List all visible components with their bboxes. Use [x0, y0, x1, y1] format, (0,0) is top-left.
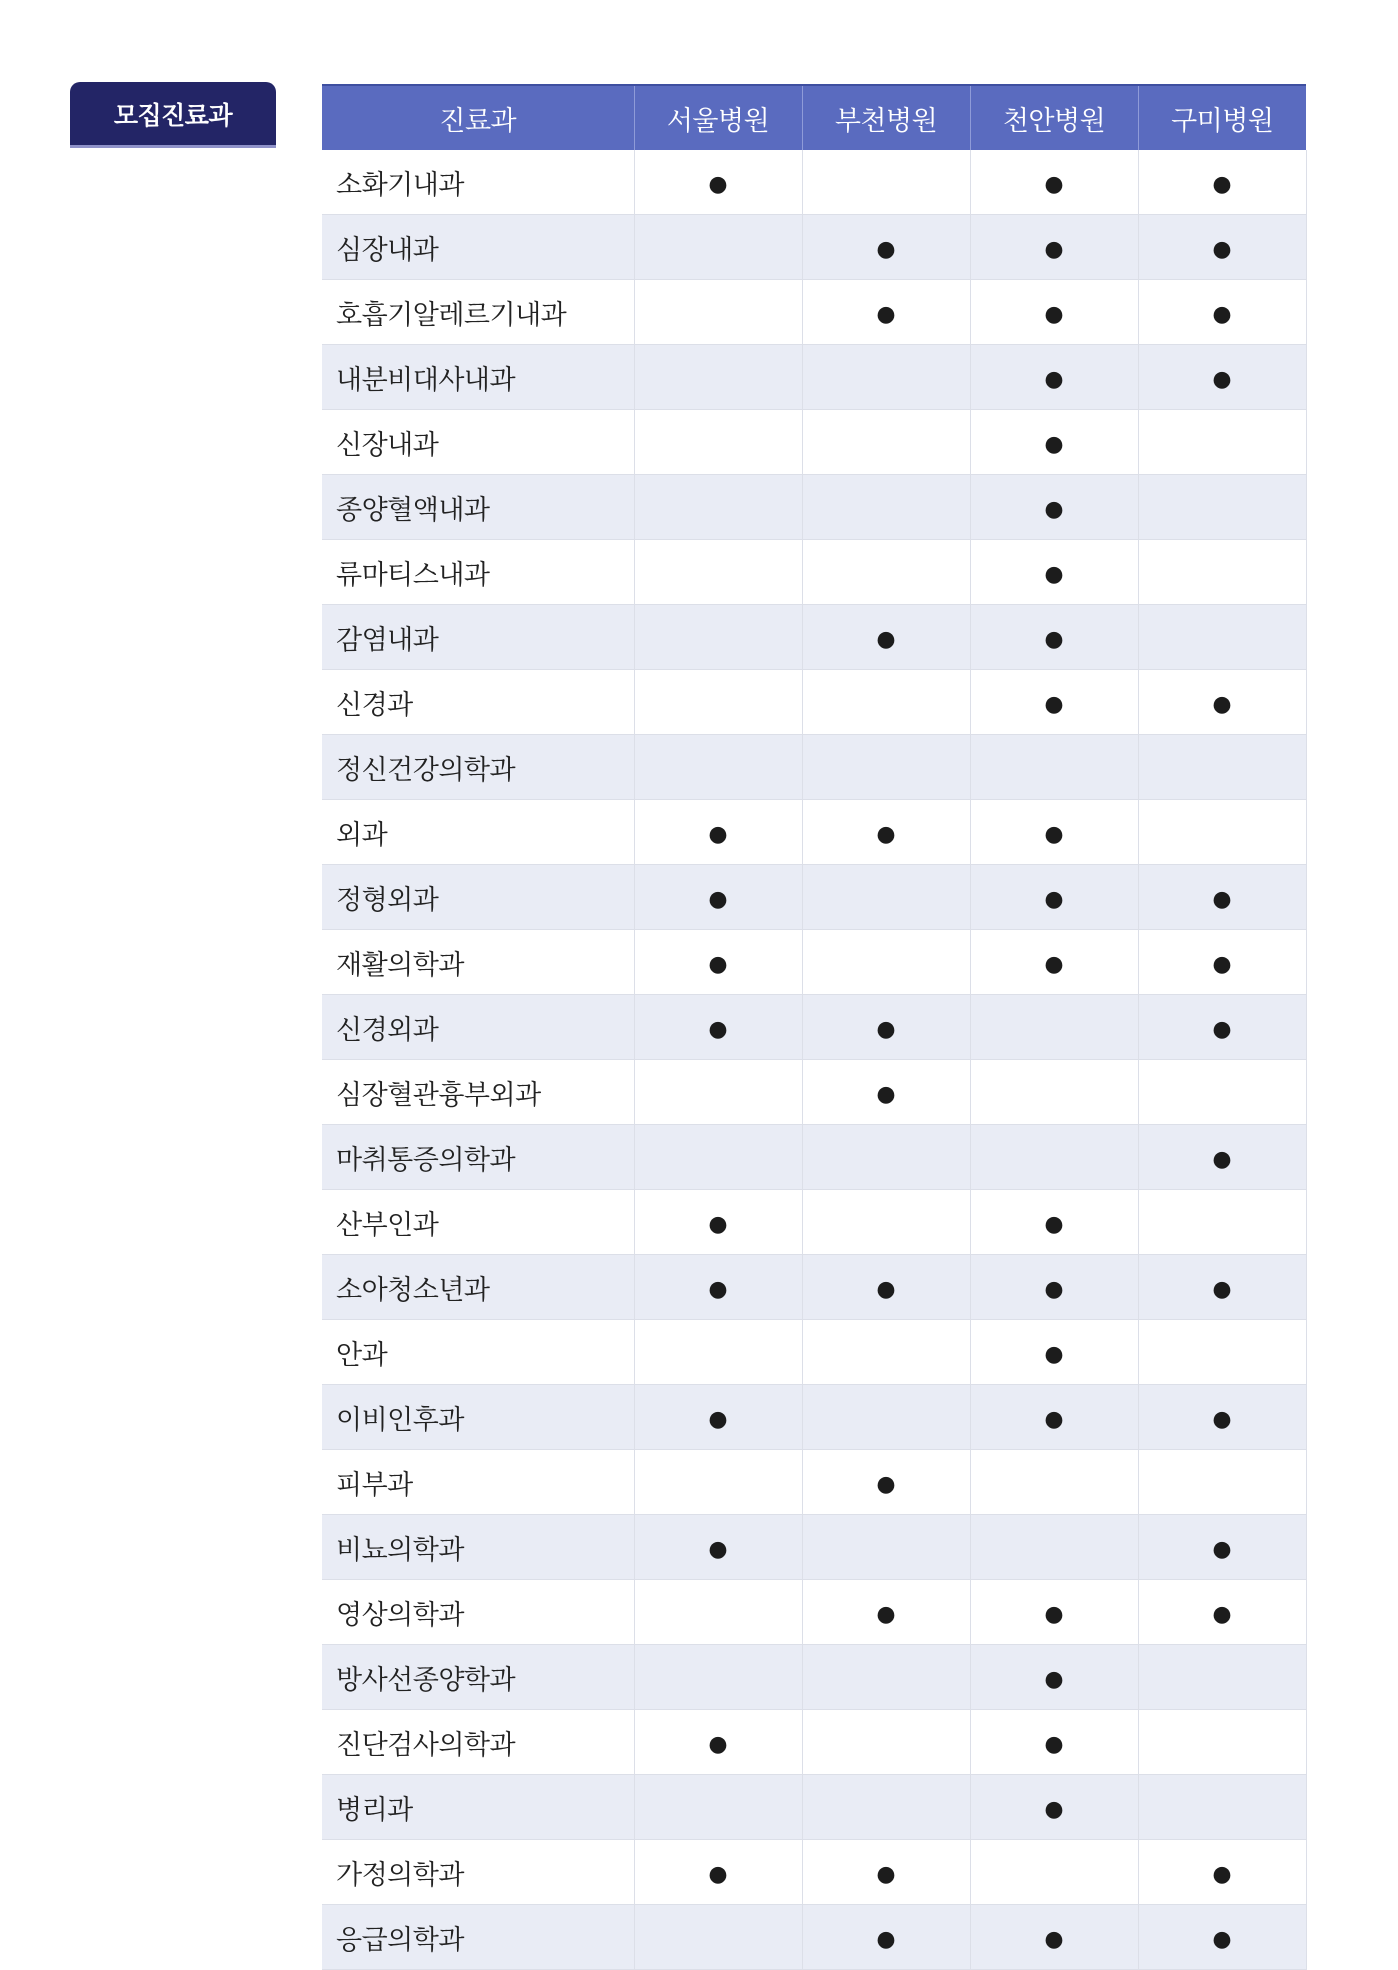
- availability-cell: [970, 1515, 1138, 1580]
- department-name: 피부과: [322, 1450, 634, 1515]
- department-name: 심장내과: [322, 215, 634, 280]
- availability-cell: [970, 280, 1138, 345]
- availability-cell: [970, 410, 1138, 475]
- availability-cell: [1138, 1840, 1306, 1905]
- header-cheonan-hospital: 천안병원: [970, 85, 1138, 150]
- department-name: 영상의학과: [322, 1580, 634, 1645]
- availability-cell: [970, 1905, 1138, 1970]
- availability-cell: [802, 670, 970, 735]
- department-name: 진단검사의학과: [322, 1710, 634, 1775]
- availability-cell: [970, 1580, 1138, 1645]
- department-name: 내분비대사내과: [322, 345, 634, 410]
- available-dot-icon: ●: [1044, 1796, 1064, 1822]
- availability-cell: [970, 1125, 1138, 1190]
- available-dot-icon: ●: [1212, 951, 1232, 977]
- availability-cell: [970, 930, 1138, 995]
- availability-cell: [802, 930, 970, 995]
- available-dot-icon: ●: [1044, 171, 1064, 197]
- available-dot-icon: ●: [1212, 1016, 1232, 1042]
- department-name: 심장혈관흉부외과: [322, 1060, 634, 1125]
- availability-cell: [1138, 670, 1306, 735]
- availability-cell: [970, 150, 1138, 215]
- availability-cell: [1138, 475, 1306, 540]
- availability-cell: [802, 1060, 970, 1125]
- available-dot-icon: ●: [1044, 1926, 1064, 1952]
- availability-cell: [1138, 930, 1306, 995]
- table-row: [322, 865, 1306, 930]
- department-name: 안과: [322, 1320, 634, 1385]
- available-dot-icon: ●: [708, 1406, 728, 1432]
- availability-cell: [970, 540, 1138, 605]
- availability-cell: [634, 1515, 802, 1580]
- availability-cell: [802, 150, 970, 215]
- availability-cell: [970, 345, 1138, 410]
- available-dot-icon: ●: [708, 1731, 728, 1757]
- header-department: 진료과: [322, 85, 634, 150]
- department-name: 산부인과: [322, 1190, 634, 1255]
- availability-cell: [970, 735, 1138, 800]
- availability-cell: [634, 1775, 802, 1840]
- availability-cell: [802, 475, 970, 540]
- availability-cell: [970, 1385, 1138, 1450]
- header-seoul-hospital: 서울병원: [634, 85, 802, 150]
- availability-cell: [634, 1645, 802, 1710]
- availability-cell: [634, 1385, 802, 1450]
- availability-cell: [634, 345, 802, 410]
- availability-cell: [970, 215, 1138, 280]
- table-row: [322, 1905, 1306, 1970]
- availability-cell: [1138, 540, 1306, 605]
- availability-cell: [634, 1450, 802, 1515]
- section-label: 모집진료과: [70, 82, 276, 148]
- availability-cell: [634, 1710, 802, 1775]
- availability-cell: [970, 670, 1138, 735]
- availability-cell: [634, 605, 802, 670]
- available-dot-icon: ●: [1212, 1146, 1232, 1172]
- availability-cell: [802, 215, 970, 280]
- table-row: [322, 215, 1306, 280]
- availability-cell: [1138, 865, 1306, 930]
- department-name: 외과: [322, 800, 634, 865]
- availability-cell: [1138, 1255, 1306, 1320]
- table-row: [322, 735, 1306, 800]
- availability-cell: [1138, 800, 1306, 865]
- availability-cell: [1138, 605, 1306, 670]
- availability-cell: [802, 540, 970, 605]
- department-name: 신장내과: [322, 410, 634, 475]
- table-row: [322, 800, 1306, 865]
- available-dot-icon: ●: [876, 821, 896, 847]
- table-row: [322, 1580, 1306, 1645]
- available-dot-icon: ●: [708, 821, 728, 847]
- availability-cell: [634, 1255, 802, 1320]
- available-dot-icon: ●: [1212, 1601, 1232, 1627]
- table-row: [322, 410, 1306, 475]
- department-name: 신경외과: [322, 995, 634, 1060]
- availability-cell: [970, 1320, 1138, 1385]
- available-dot-icon: ●: [1044, 1406, 1064, 1432]
- available-dot-icon: ●: [708, 1211, 728, 1237]
- table-row: [322, 670, 1306, 735]
- available-dot-icon: ●: [1044, 1276, 1064, 1302]
- availability-cell: [802, 410, 970, 475]
- available-dot-icon: ●: [1044, 1211, 1064, 1237]
- available-dot-icon: ●: [1044, 301, 1064, 327]
- available-dot-icon: ●: [708, 1536, 728, 1562]
- header-bucheon-hospital: 부천병원: [802, 85, 970, 150]
- header-gumi-hospital: 구미병원: [1138, 85, 1306, 150]
- availability-cell: [1138, 1450, 1306, 1515]
- availability-cell: [634, 150, 802, 215]
- availability-cell: [634, 1125, 802, 1190]
- availability-cell: [970, 1190, 1138, 1255]
- availability-cell: [1138, 1645, 1306, 1710]
- availability-cell: [802, 1840, 970, 1905]
- table-row: [322, 150, 1306, 215]
- table-row: [322, 930, 1306, 995]
- availability-cell: [802, 1190, 970, 1255]
- availability-cell: [802, 1775, 970, 1840]
- availability-cell: [634, 1580, 802, 1645]
- available-dot-icon: ●: [708, 951, 728, 977]
- available-dot-icon: ●: [1212, 691, 1232, 717]
- table-row: [322, 1385, 1306, 1450]
- availability-cell: [1138, 1580, 1306, 1645]
- table-row: [322, 1450, 1306, 1515]
- table-row: [322, 1515, 1306, 1580]
- department-name: 정신건강의학과: [322, 735, 634, 800]
- available-dot-icon: ●: [876, 1471, 896, 1497]
- available-dot-icon: ●: [876, 1601, 896, 1627]
- table-row: [322, 280, 1306, 345]
- available-dot-icon: ●: [1044, 1666, 1064, 1692]
- availability-cell: [802, 800, 970, 865]
- availability-cell: [802, 995, 970, 1060]
- availability-cell: [1138, 1515, 1306, 1580]
- availability-cell: [1138, 1125, 1306, 1190]
- availability-cell: [802, 1255, 970, 1320]
- department-name: 정형외과: [322, 865, 634, 930]
- department-name: 감염내과: [322, 605, 634, 670]
- availability-cell: [802, 1580, 970, 1645]
- availability-cell: [970, 475, 1138, 540]
- available-dot-icon: ●: [1044, 626, 1064, 652]
- available-dot-icon: ●: [1044, 561, 1064, 587]
- availability-cell: [802, 1450, 970, 1515]
- availability-cell: [802, 1385, 970, 1450]
- available-dot-icon: ●: [876, 301, 896, 327]
- available-dot-icon: ●: [1212, 366, 1232, 392]
- department-name: 호흡기알레르기내과: [322, 280, 634, 345]
- availability-cell: [634, 1190, 802, 1255]
- availability-cell: [970, 865, 1138, 930]
- availability-cell: [634, 735, 802, 800]
- availability-cell: [802, 345, 970, 410]
- availability-cell: [802, 1905, 970, 1970]
- availability-cell: [1138, 280, 1306, 345]
- available-dot-icon: ●: [1044, 236, 1064, 262]
- available-dot-icon: ●: [708, 1861, 728, 1887]
- department-name: 소화기내과: [322, 150, 634, 215]
- available-dot-icon: ●: [708, 1276, 728, 1302]
- available-dot-icon: ●: [876, 1276, 896, 1302]
- available-dot-icon: ●: [876, 626, 896, 652]
- table-row: [322, 1190, 1306, 1255]
- available-dot-icon: ●: [1212, 886, 1232, 912]
- availability-cell: [1138, 345, 1306, 410]
- table-row: [322, 540, 1306, 605]
- availability-cell: [1138, 995, 1306, 1060]
- availability-cell: [1138, 1060, 1306, 1125]
- availability-cell: [802, 1125, 970, 1190]
- available-dot-icon: ●: [876, 1016, 896, 1042]
- available-dot-icon: ●: [876, 1861, 896, 1887]
- recruitment-table: [322, 84, 1307, 1970]
- availability-cell: [1138, 150, 1306, 215]
- available-dot-icon: ●: [1044, 951, 1064, 977]
- availability-cell: [802, 280, 970, 345]
- available-dot-icon: ●: [1044, 366, 1064, 392]
- availability-cell: [1138, 1710, 1306, 1775]
- available-dot-icon: ●: [1044, 496, 1064, 522]
- available-dot-icon: ●: [1212, 171, 1232, 197]
- availability-cell: [634, 410, 802, 475]
- table-row: [322, 1255, 1306, 1320]
- availability-cell: [1138, 1385, 1306, 1450]
- department-name: 재활의학과: [322, 930, 634, 995]
- department-name: 방사선종양학과: [322, 1645, 634, 1710]
- available-dot-icon: ●: [708, 886, 728, 912]
- department-name: 류마티스내과: [322, 540, 634, 605]
- availability-cell: [1138, 1320, 1306, 1385]
- availability-cell: [634, 280, 802, 345]
- available-dot-icon: ●: [876, 236, 896, 262]
- table-header-row: [322, 85, 1306, 150]
- availability-cell: [970, 1255, 1138, 1320]
- available-dot-icon: ●: [1212, 236, 1232, 262]
- table-row: [322, 1645, 1306, 1710]
- available-dot-icon: ●: [876, 1081, 896, 1107]
- availability-cell: [970, 1450, 1138, 1515]
- available-dot-icon: ●: [1212, 1276, 1232, 1302]
- table-row: [322, 995, 1306, 1060]
- table-body: [322, 150, 1306, 1970]
- availability-cell: [634, 1905, 802, 1970]
- department-name: 신경과: [322, 670, 634, 735]
- available-dot-icon: ●: [1044, 886, 1064, 912]
- department-name: 응급의학과: [322, 1905, 634, 1970]
- department-name: 종양혈액내과: [322, 475, 634, 540]
- table-row: [322, 1320, 1306, 1385]
- availability-cell: [970, 800, 1138, 865]
- available-dot-icon: ●: [1212, 1926, 1232, 1952]
- available-dot-icon: ●: [1212, 301, 1232, 327]
- availability-cell: [634, 995, 802, 1060]
- available-dot-icon: ●: [1212, 1536, 1232, 1562]
- availability-cell: [970, 1775, 1138, 1840]
- availability-cell: [802, 1645, 970, 1710]
- available-dot-icon: ●: [1044, 431, 1064, 457]
- department-name: 비뇨의학과: [322, 1515, 634, 1580]
- availability-cell: [1138, 1775, 1306, 1840]
- availability-cell: [970, 1060, 1138, 1125]
- available-dot-icon: ●: [708, 1016, 728, 1042]
- availability-cell: [634, 800, 802, 865]
- available-dot-icon: ●: [1044, 691, 1064, 717]
- availability-cell: [634, 1060, 802, 1125]
- available-dot-icon: ●: [1212, 1861, 1232, 1887]
- availability-cell: [634, 475, 802, 540]
- availability-cell: [634, 1320, 802, 1385]
- availability-cell: [634, 540, 802, 605]
- availability-cell: [970, 1645, 1138, 1710]
- availability-cell: [1138, 215, 1306, 280]
- availability-cell: [802, 1515, 970, 1580]
- table-row: [322, 1840, 1306, 1905]
- availability-cell: [634, 670, 802, 735]
- availability-cell: [802, 735, 970, 800]
- table-row: [322, 1060, 1306, 1125]
- availability-cell: [802, 605, 970, 670]
- availability-cell: [1138, 1190, 1306, 1255]
- available-dot-icon: ●: [1212, 1406, 1232, 1432]
- available-dot-icon: ●: [1044, 1601, 1064, 1627]
- department-name: 마취통증의학과: [322, 1125, 634, 1190]
- table-row: [322, 475, 1306, 540]
- available-dot-icon: ●: [1044, 1731, 1064, 1757]
- availability-cell: [1138, 735, 1306, 800]
- availability-cell: [970, 1840, 1138, 1905]
- availability-cell: [970, 995, 1138, 1060]
- availability-cell: [802, 865, 970, 930]
- department-name: 소아청소년과: [322, 1255, 634, 1320]
- department-name: 병리과: [322, 1775, 634, 1840]
- available-dot-icon: ●: [708, 171, 728, 197]
- department-name: 이비인후과: [322, 1385, 634, 1450]
- availability-cell: [1138, 1905, 1306, 1970]
- availability-cell: [970, 1710, 1138, 1775]
- table-row: [322, 345, 1306, 410]
- availability-cell: [634, 1840, 802, 1905]
- availability-cell: [634, 865, 802, 930]
- department-name: 가정의학과: [322, 1840, 634, 1905]
- availability-cell: [802, 1710, 970, 1775]
- availability-cell: [634, 930, 802, 995]
- available-dot-icon: ●: [1044, 821, 1064, 847]
- availability-cell: [634, 215, 802, 280]
- availability-cell: [970, 605, 1138, 670]
- availability-cell: [1138, 410, 1306, 475]
- available-dot-icon: ●: [876, 1926, 896, 1952]
- table-row: [322, 1125, 1306, 1190]
- table-row: [322, 1775, 1306, 1840]
- availability-cell: [802, 1320, 970, 1385]
- table-row: [322, 1710, 1306, 1775]
- available-dot-icon: ●: [1044, 1341, 1064, 1367]
- table-row: [322, 605, 1306, 670]
